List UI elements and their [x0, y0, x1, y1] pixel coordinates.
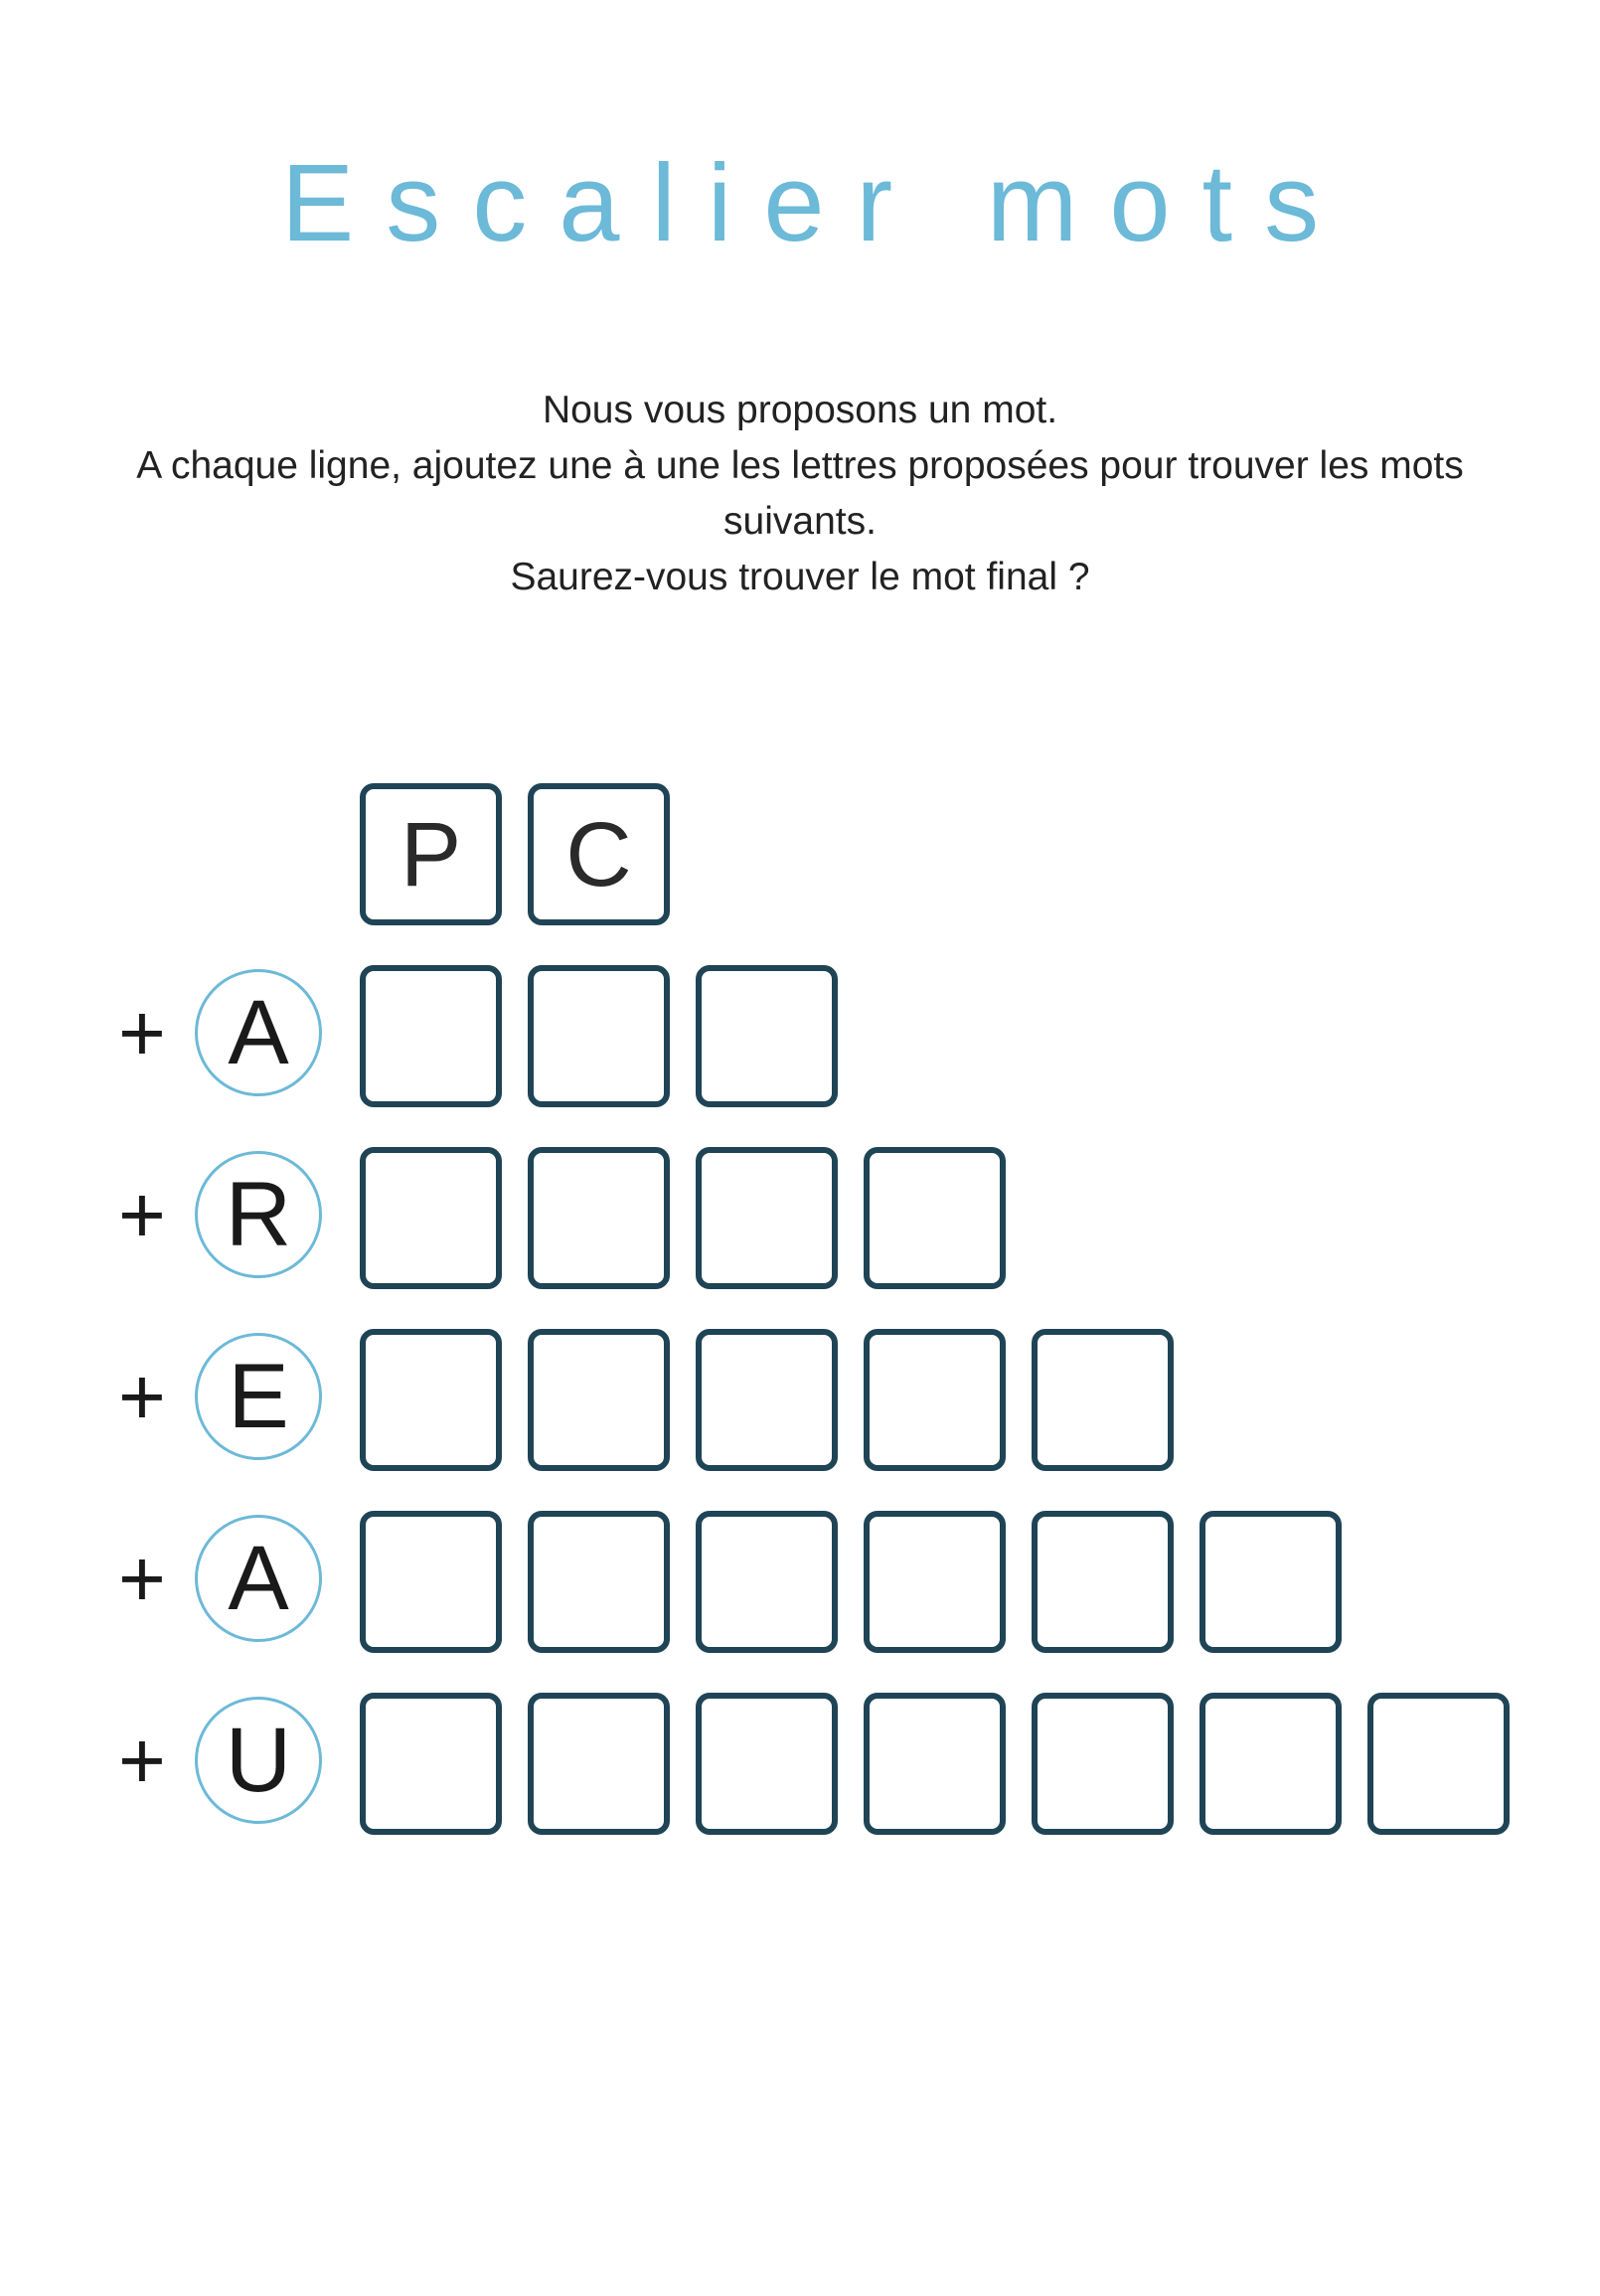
letter-box-filled: C [528, 783, 670, 925]
staircase-row [0, 1693, 1600, 1836]
instruction-line-2: A chaque ligne, ajoutez une à une les lettres proposées pour trouver les mots [136, 444, 1464, 487]
letter-box-empty[interactable] [360, 1147, 502, 1289]
letter-box-empty[interactable] [696, 965, 838, 1107]
letter-box-empty[interactable] [696, 1329, 838, 1471]
letter-box-empty[interactable] [696, 1693, 838, 1835]
staircase-row [0, 1329, 1600, 1472]
answer-boxes [360, 965, 838, 1108]
staircase-row [0, 965, 1600, 1108]
start-word-row [0, 783, 1600, 926]
letter-box-empty[interactable] [528, 965, 670, 1107]
letter-box-filled: P [360, 783, 502, 925]
staircase-row [0, 1511, 1600, 1654]
added-letter-circle: R [195, 1151, 322, 1278]
letter-box-empty[interactable] [1200, 1693, 1342, 1835]
letter-box-empty[interactable] [696, 1147, 838, 1289]
staircase-row [0, 1147, 1600, 1290]
letter-box-empty[interactable] [360, 1329, 502, 1471]
letter-box-empty[interactable] [360, 1511, 502, 1653]
letter-box-empty[interactable] [864, 1511, 1006, 1653]
letter-box-empty[interactable] [1032, 1693, 1174, 1835]
plus-sign: + [118, 1716, 166, 1806]
answer-boxes [360, 1511, 1342, 1654]
added-letter-circle: U [195, 1697, 322, 1824]
letter-box-empty[interactable] [1032, 1329, 1174, 1471]
letter-box-empty[interactable] [864, 1329, 1006, 1471]
instruction-line-1: Nous vous proposons un mot. [542, 389, 1058, 431]
plus-sign: + [118, 1170, 166, 1260]
letter-box-empty[interactable] [528, 1693, 670, 1835]
letter-box-empty[interactable] [1032, 1511, 1174, 1653]
plus-sign: + [118, 988, 166, 1078]
added-letter-circle: A [195, 1515, 322, 1642]
added-letter-circle: A [195, 969, 322, 1096]
letter-box-empty[interactable] [528, 1511, 670, 1653]
letter-box-empty[interactable] [1367, 1693, 1510, 1835]
answer-boxes [360, 1693, 1510, 1836]
letter-box-empty[interactable] [360, 1693, 502, 1835]
letter-box-empty[interactable] [696, 1511, 838, 1653]
letter-box-empty[interactable] [360, 965, 502, 1107]
instruction-line-4: Saurez-vous trouver le mot final ? [510, 556, 1090, 598]
answer-boxes [360, 1147, 1006, 1290]
plus-sign: + [118, 1352, 166, 1442]
letter-box-empty[interactable] [864, 1147, 1006, 1289]
plus-sign: + [118, 1534, 166, 1624]
letter-box-empty[interactable] [1200, 1511, 1342, 1653]
letter-box-empty[interactable] [528, 1329, 670, 1471]
instruction-line-3: suivants. [723, 500, 877, 543]
page-title: Escalier mots [280, 142, 1352, 264]
letter-box-empty[interactable] [864, 1693, 1006, 1835]
added-letter-circle: E [195, 1333, 322, 1460]
answer-boxes [360, 1329, 1174, 1472]
letter-box-empty[interactable] [528, 1147, 670, 1289]
start-word-boxes [360, 783, 670, 926]
